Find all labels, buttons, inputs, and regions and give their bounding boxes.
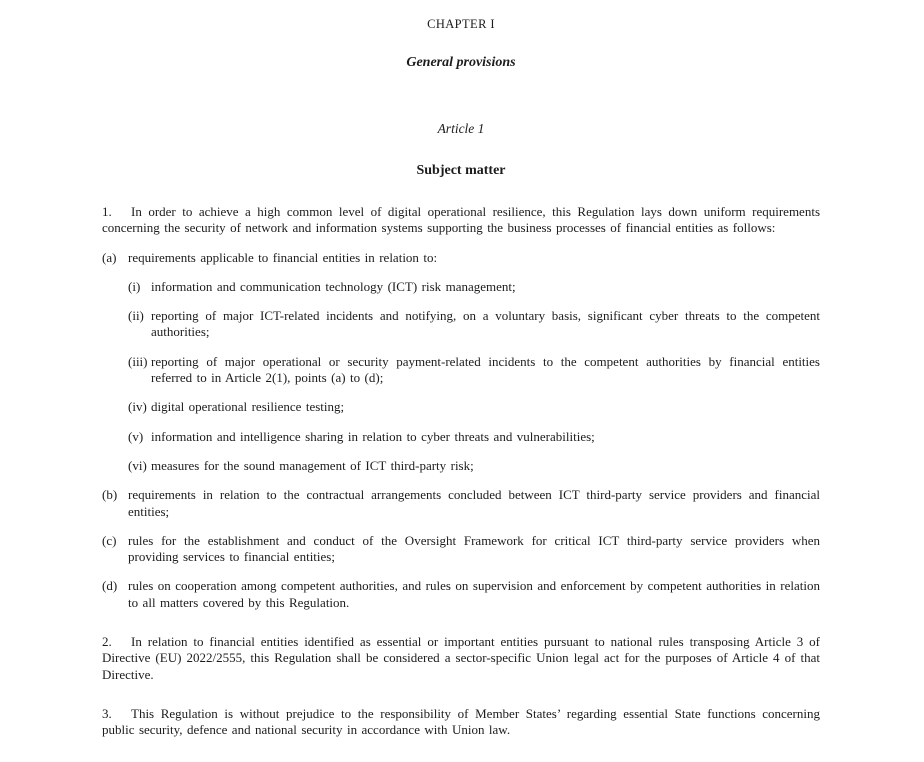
subpoint-v-text: information and intelligence sharing in relation to cyber threats and vulnerabilities; xyxy=(151,428,595,444)
point-b xyxy=(102,487,820,520)
point-b-label: (b) xyxy=(102,487,118,503)
paragraph-3-number: 3. xyxy=(102,705,112,721)
subpoint-i-text: information and communication technology (ICT) risk management; xyxy=(151,278,516,294)
paragraph-3-text: This Regulation is without prejudice to the responsibility of Member States’ regarding essential State functions concerning public security, defence and national security in accordance with Union law. xyxy=(102,705,820,738)
point-d-label: (d) xyxy=(102,578,118,594)
point-d xyxy=(102,578,820,611)
point-a xyxy=(102,250,820,266)
paragraph-1-number: 1. xyxy=(102,204,112,219)
subpoint-v xyxy=(128,429,820,445)
paragraph-2-text: In relation to financial entities identified as essential or important entities pursuant to national rules transposing Article 3 of Directive (EU) 2022/2555, this Regulation shall be considered a sector-specific Union legal act for the purposes of Article 4 of that Directive. xyxy=(102,634,820,682)
paragraph-2 xyxy=(102,634,820,683)
subpoint-v-label: (v) xyxy=(128,428,144,444)
regulation-document-page xyxy=(102,0,820,739)
subpoint-iv-label: (iv) xyxy=(128,399,147,415)
point-a-text: requirements applicable to financial entities in relation to: xyxy=(128,249,438,265)
paragraph-1-text: In order to achieve a high common level of digital operational resilience, this Regulation lays down uniform requirements concerning the security of network and information systems supporting the business processes of financial entities as follows: xyxy=(102,204,820,236)
subpoint-iii-text: reporting of major operational or security payment-related incidents to the competent authorities by financial entities referred to in Article 2(1), points (a) to (d); xyxy=(151,353,820,386)
point-c-label: (c) xyxy=(102,532,117,548)
subpoint-i-label: (i) xyxy=(128,278,141,294)
subpoint-ii xyxy=(128,308,820,341)
paragraph-1 xyxy=(102,204,820,237)
article-title: Subject matter xyxy=(416,163,506,178)
article-heading: Article 1 xyxy=(437,121,485,136)
point-c-text: rules for the establishment and conduct of the Oversight Framework for critical ICT third-party service providers when providing services to financial entities; xyxy=(128,532,820,565)
subpoint-vi-text: measures for the sound management of ICT third-party risk; xyxy=(151,457,474,473)
subpoint-vi-label: (vi) xyxy=(128,457,147,473)
point-d-text: rules on cooperation among competent authorities, and rules on supervision and enforcement by competent authorities in relation to all matters covered by this Regulation. xyxy=(128,578,820,610)
point-a-label: (a) xyxy=(102,249,117,265)
subpoint-ii-label: (ii) xyxy=(128,308,144,324)
chapter-title: General provisions xyxy=(406,55,516,70)
paragraph-2-number: 2. xyxy=(102,634,112,650)
subpoint-i xyxy=(128,279,820,295)
subpoint-vi xyxy=(128,458,820,474)
point-c xyxy=(102,533,820,566)
subpoint-ii-text: reporting of major ICT-related incidents and notifying, on a voluntary basis, significant cyber threats to the competent authorities; xyxy=(151,308,820,340)
paragraph-3 xyxy=(102,706,820,739)
subpoint-iv xyxy=(128,399,820,415)
point-b-text: requirements in relation to the contractual arrangements concluded between ICT third-party service providers and financial entities; xyxy=(128,487,820,519)
subpoint-iv-text: digital operational resilience testing; xyxy=(151,399,345,415)
chapter-heading: CHAPTER I xyxy=(427,17,495,31)
subpoint-iii-label: (iii) xyxy=(128,353,148,369)
subpoint-iii xyxy=(128,354,820,387)
